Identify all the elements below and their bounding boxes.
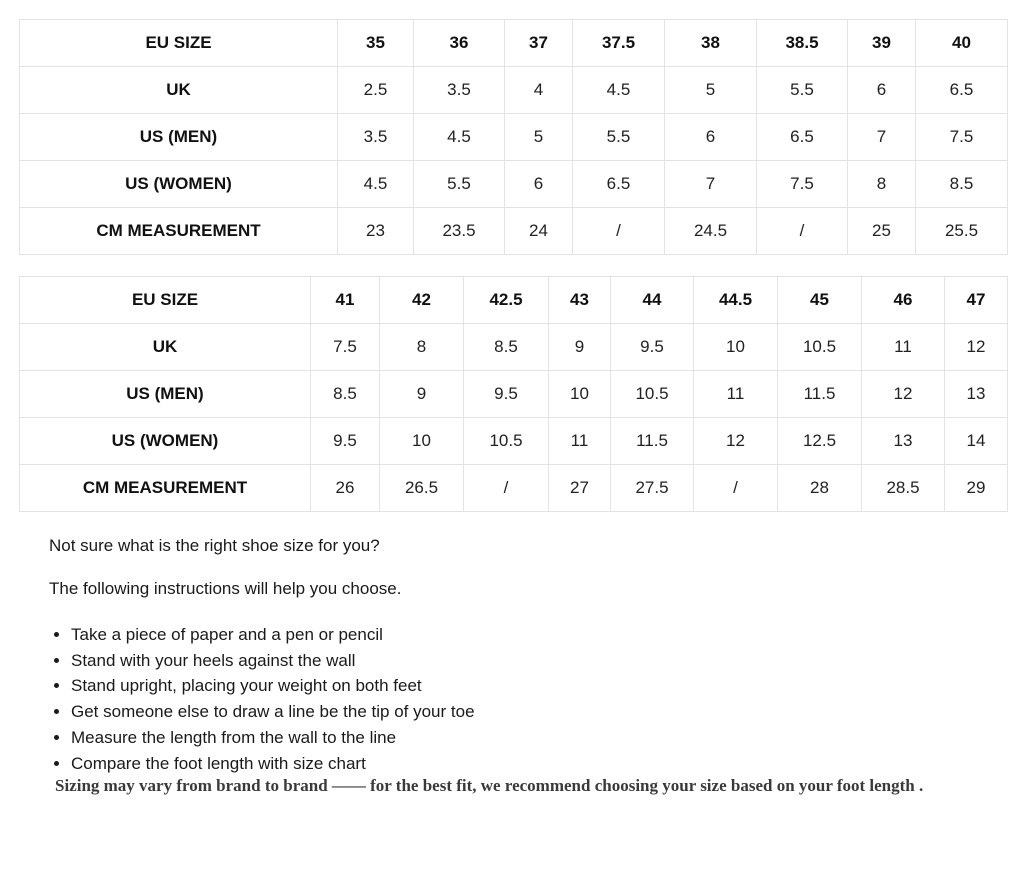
us-women-size-cell: 8.5 bbox=[916, 161, 1008, 208]
uk-size-row bbox=[20, 67, 1008, 114]
us-men-size-cell: 12 bbox=[862, 371, 945, 418]
measuring-steps-list bbox=[49, 622, 475, 776]
us-men-size-row bbox=[20, 371, 1008, 418]
us-women-size-cell: 6.5 bbox=[573, 161, 665, 208]
uk-size-row bbox=[20, 324, 1008, 371]
us-women-size-row bbox=[20, 418, 1008, 465]
us-women-size-cell: 4.5 bbox=[338, 161, 414, 208]
us-men-size-cell: 10 bbox=[549, 371, 611, 418]
uk-size-cell: 8 bbox=[380, 324, 464, 371]
us-women-size-cell: 5.5 bbox=[414, 161, 505, 208]
us-men-size-cell: 3.5 bbox=[338, 114, 414, 161]
cm-measurement-row bbox=[20, 465, 1008, 512]
list-item: • Stand upright, placing your weight on both feet bbox=[71, 673, 475, 699]
uk-size-cell: 4.5 bbox=[573, 67, 665, 114]
eu-size-cell: 40 bbox=[916, 20, 1008, 67]
cm-measurement-cell: 23.5 bbox=[414, 208, 505, 255]
eu-size-cell: 42 bbox=[380, 277, 464, 324]
row-header-uk: UK bbox=[20, 324, 311, 371]
us-men-size-cell: 9.5 bbox=[464, 371, 549, 418]
guide-question: Not sure what is the right shoe size for you? bbox=[49, 536, 380, 555]
uk-size-cell: 11 bbox=[862, 324, 945, 371]
us-women-size-row bbox=[20, 161, 1008, 208]
eu-size-row bbox=[20, 20, 1008, 67]
cm-measurement-cell: 28 bbox=[778, 465, 862, 512]
eu-size-cell: 41 bbox=[311, 277, 380, 324]
cm-measurement-cell: 27.5 bbox=[611, 465, 694, 512]
row-header-cm-measurement: CM MEASUREMENT bbox=[20, 465, 311, 512]
uk-size-cell: 6.5 bbox=[916, 67, 1008, 114]
list-item: • Measure the length from the wall to the line bbox=[71, 725, 475, 751]
eu-size-cell: 44 bbox=[611, 277, 694, 324]
us-men-size-row bbox=[20, 114, 1008, 161]
list-item: • Stand with your heels against the wall bbox=[71, 648, 475, 674]
us-women-size-cell: 12.5 bbox=[778, 418, 862, 465]
us-women-size-cell: 14 bbox=[945, 418, 1008, 465]
size-chart-table-2 bbox=[19, 276, 1008, 512]
cm-measurement-cell: 25 bbox=[848, 208, 916, 255]
us-women-size-cell: 10.5 bbox=[464, 418, 549, 465]
uk-size-cell: 9.5 bbox=[611, 324, 694, 371]
list-item: • Take a piece of paper and a pen or pencil bbox=[71, 622, 475, 648]
eu-size-cell: 37 bbox=[505, 20, 573, 67]
cm-measurement-cell: 24 bbox=[505, 208, 573, 255]
uk-size-cell: 8.5 bbox=[464, 324, 549, 371]
cm-measurement-cell: 28.5 bbox=[862, 465, 945, 512]
us-women-size-cell: 13 bbox=[862, 418, 945, 465]
row-header-us-men: US (MEN) bbox=[20, 371, 311, 418]
us-women-size-cell: 7.5 bbox=[757, 161, 848, 208]
eu-size-row bbox=[20, 277, 1008, 324]
eu-size-cell: 35 bbox=[338, 20, 414, 67]
eu-size-cell: 44.5 bbox=[694, 277, 778, 324]
eu-size-cell: 38.5 bbox=[757, 20, 848, 67]
us-men-size-cell: 6.5 bbox=[757, 114, 848, 161]
us-men-size-cell: 7.5 bbox=[916, 114, 1008, 161]
cm-measurement-cell: 27 bbox=[549, 465, 611, 512]
eu-size-cell: 42.5 bbox=[464, 277, 549, 324]
uk-size-cell: 7.5 bbox=[311, 324, 380, 371]
uk-size-cell: 10 bbox=[694, 324, 778, 371]
us-women-size-cell: 10 bbox=[380, 418, 464, 465]
cm-measurement-cell: 25.5 bbox=[916, 208, 1008, 255]
cm-measurement-cell: / bbox=[573, 208, 665, 255]
uk-size-cell: 12 bbox=[945, 324, 1008, 371]
cm-measurement-cell: 23 bbox=[338, 208, 414, 255]
uk-size-cell: 10.5 bbox=[778, 324, 862, 371]
eu-size-cell: 43 bbox=[549, 277, 611, 324]
list-item: • Get someone else to draw a line be the tip of your toe bbox=[71, 699, 475, 725]
eu-size-cell: 38 bbox=[665, 20, 757, 67]
cm-measurement-cell: / bbox=[757, 208, 848, 255]
us-women-size-cell: 6 bbox=[505, 161, 573, 208]
row-header-uk: UK bbox=[20, 67, 338, 114]
eu-size-cell: 45 bbox=[778, 277, 862, 324]
uk-size-cell: 9 bbox=[549, 324, 611, 371]
cm-measurement-cell: 24.5 bbox=[665, 208, 757, 255]
us-men-size-cell: 4.5 bbox=[414, 114, 505, 161]
cm-measurement-row bbox=[20, 208, 1008, 255]
eu-size-cell: 47 bbox=[945, 277, 1008, 324]
uk-size-cell: 5 bbox=[665, 67, 757, 114]
row-header-eu-size: EU SIZE bbox=[20, 277, 311, 324]
us-men-size-cell: 5 bbox=[505, 114, 573, 161]
eu-size-cell: 37.5 bbox=[573, 20, 665, 67]
sizing-note: Sizing may vary from brand to brand —— for the best fit, we recommend choosing your size based on your foot length . bbox=[55, 776, 924, 795]
row-header-cm-measurement: CM MEASUREMENT bbox=[20, 208, 338, 255]
cm-measurement-cell: 29 bbox=[945, 465, 1008, 512]
row-header-eu-size: EU SIZE bbox=[20, 20, 338, 67]
row-header-us-men: US (MEN) bbox=[20, 114, 338, 161]
us-men-size-cell: 9 bbox=[380, 371, 464, 418]
us-men-size-cell: 13 bbox=[945, 371, 1008, 418]
eu-size-cell: 39 bbox=[848, 20, 916, 67]
uk-size-cell: 2.5 bbox=[338, 67, 414, 114]
cm-measurement-cell: / bbox=[694, 465, 778, 512]
cm-measurement-cell: 26 bbox=[311, 465, 380, 512]
us-women-size-cell: 8 bbox=[848, 161, 916, 208]
us-women-size-cell: 12 bbox=[694, 418, 778, 465]
us-women-size-cell: 9.5 bbox=[311, 418, 380, 465]
eu-size-cell: 36 bbox=[414, 20, 505, 67]
uk-size-cell: 4 bbox=[505, 67, 573, 114]
uk-size-cell: 5.5 bbox=[757, 67, 848, 114]
row-header-us-women: US (WOMEN) bbox=[20, 161, 338, 208]
list-item: • Compare the foot length with size chart bbox=[71, 751, 475, 777]
us-men-size-cell: 10.5 bbox=[611, 371, 694, 418]
uk-size-cell: 3.5 bbox=[414, 67, 505, 114]
us-men-size-cell: 7 bbox=[848, 114, 916, 161]
us-women-size-cell: 11 bbox=[549, 418, 611, 465]
size-chart-table-1 bbox=[19, 19, 1008, 255]
row-header-us-women: US (WOMEN) bbox=[20, 418, 311, 465]
cm-measurement-cell: / bbox=[464, 465, 549, 512]
eu-size-cell: 46 bbox=[862, 277, 945, 324]
us-women-size-cell: 11.5 bbox=[611, 418, 694, 465]
us-men-size-cell: 8.5 bbox=[311, 371, 380, 418]
uk-size-cell: 6 bbox=[848, 67, 916, 114]
us-men-size-cell: 11.5 bbox=[778, 371, 862, 418]
guide-lead-in: The following instructions will help you choose. bbox=[49, 579, 402, 598]
us-men-size-cell: 5.5 bbox=[573, 114, 665, 161]
us-men-size-cell: 11 bbox=[694, 371, 778, 418]
cm-measurement-cell: 26.5 bbox=[380, 465, 464, 512]
us-men-size-cell: 6 bbox=[665, 114, 757, 161]
us-women-size-cell: 7 bbox=[665, 161, 757, 208]
